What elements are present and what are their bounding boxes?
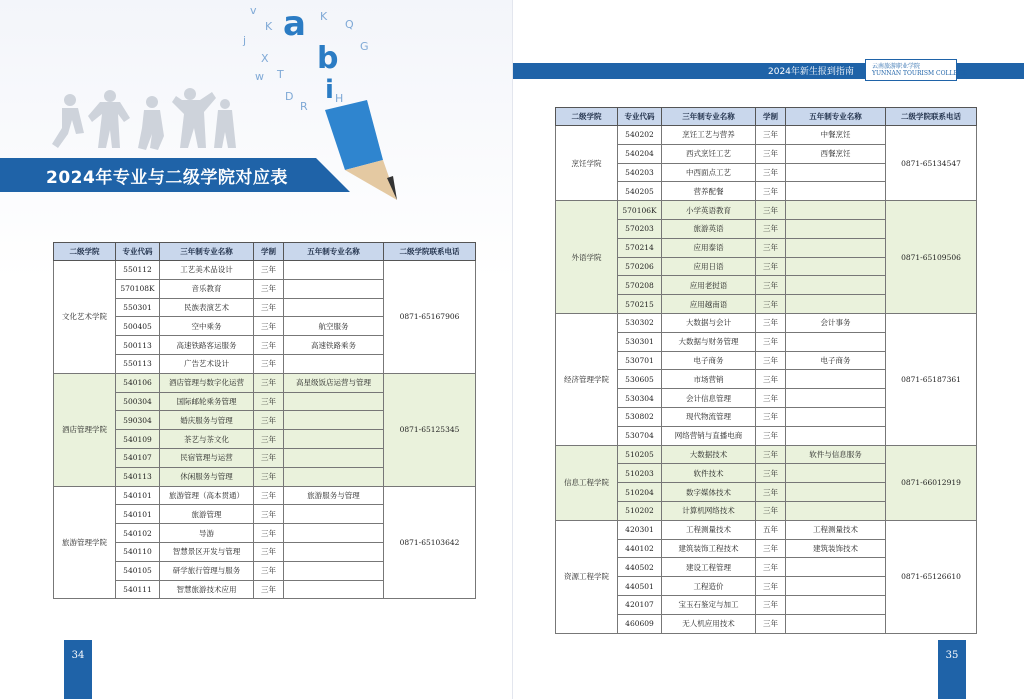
page-title: 2024年专业与二级学院对应表 (46, 168, 288, 188)
duration-cell: 三年 (756, 126, 786, 145)
major-name-cell: 旅游管理（高本贯通） (160, 486, 254, 505)
phone-cell: 0871-65134547 (886, 126, 977, 201)
college-group (556, 445, 977, 520)
major-name-cell: 茶艺与茶文化 (160, 430, 254, 449)
duration-cell: 三年 (756, 332, 786, 351)
duration-cell: 三年 (254, 336, 284, 355)
code-cell: 590304 (116, 411, 160, 430)
page-number: 35 (938, 640, 966, 699)
college-group (556, 126, 977, 201)
duration-cell: 三年 (254, 411, 284, 430)
major-name-cell: 大数据技术 (662, 445, 756, 464)
five-year-major-cell (284, 411, 384, 430)
five-year-major-cell: 电子商务 (786, 351, 886, 370)
table-row (54, 486, 476, 505)
five-year-major-cell (284, 542, 384, 561)
five-year-major-cell (786, 501, 886, 520)
five-year-major-cell (786, 276, 886, 295)
college-group (54, 261, 476, 374)
column-header: 专业代码 (116, 243, 160, 261)
five-year-major-cell (786, 426, 886, 445)
five-year-major-cell (284, 580, 384, 599)
major-name-cell: 空中乘务 (160, 317, 254, 336)
five-year-major-cell (786, 201, 886, 220)
phone-cell: 0871-65187361 (886, 313, 977, 445)
duration-cell: 三年 (254, 486, 284, 505)
duration-cell: 三年 (756, 351, 786, 370)
decor-letter: X (261, 52, 269, 65)
duration-cell: 三年 (756, 426, 786, 445)
five-year-major-cell (786, 332, 886, 351)
five-year-major-cell (284, 298, 384, 317)
code-cell: 440502 (618, 558, 662, 577)
major-name-cell: 现代物流管理 (662, 407, 756, 426)
code-cell: 500113 (116, 336, 160, 355)
code-cell: 540111 (116, 580, 160, 599)
major-name-cell: 应用泰语 (662, 238, 756, 257)
column-header: 学制 (756, 108, 786, 126)
five-year-major-cell: 中餐烹饪 (786, 126, 886, 145)
code-cell: 530701 (618, 351, 662, 370)
code-cell: 570206 (618, 257, 662, 276)
college-logo (865, 59, 968, 81)
column-header: 三年制专业名称 (662, 108, 756, 126)
phone-cell: 0871-66012919 (886, 445, 977, 520)
right-page (512, 0, 1024, 699)
duration-cell: 三年 (756, 163, 786, 182)
five-year-major-cell (786, 483, 886, 502)
major-name-cell: 软件技术 (662, 464, 756, 483)
table-row (556, 445, 977, 464)
duration-cell: 三年 (254, 298, 284, 317)
guide-title: 2024年新生报到指南 (768, 67, 854, 77)
phone-cell: 0871-65167906 (384, 261, 476, 374)
decor-letter: T (277, 68, 284, 81)
decor-letter: i (325, 75, 334, 105)
five-year-major-cell (284, 354, 384, 373)
duration-cell: 三年 (254, 430, 284, 449)
five-year-major-cell: 西餐烹饪 (786, 144, 886, 163)
code-cell: 570215 (618, 295, 662, 314)
duration-cell: 三年 (756, 238, 786, 257)
five-year-major-cell (284, 561, 384, 580)
major-name-cell: 中西面点工艺 (662, 163, 756, 182)
duration-cell: 三年 (254, 561, 284, 580)
column-header: 三年制专业名称 (160, 243, 254, 261)
code-cell: 530704 (618, 426, 662, 445)
major-name-cell: 酒店管理与数字化运营 (160, 373, 254, 392)
decor-letter: H (335, 92, 344, 105)
duration-cell: 三年 (254, 467, 284, 486)
phone-cell: 0871-65109506 (886, 201, 977, 314)
duration-cell: 三年 (756, 144, 786, 163)
five-year-major-cell (786, 407, 886, 426)
duration-cell: 三年 (756, 201, 786, 220)
code-cell: 570208 (618, 276, 662, 295)
decor-letter: K (265, 20, 273, 33)
decor-letter: b (317, 41, 339, 76)
five-year-major-cell (786, 370, 886, 389)
code-cell: 540113 (116, 467, 160, 486)
major-name-cell: 宝玉石鉴定与加工 (662, 595, 756, 614)
major-name-cell: 休闲服务与管理 (160, 467, 254, 486)
five-year-major-cell (786, 238, 886, 257)
major-name-cell: 应用越南语 (662, 295, 756, 314)
code-cell: 530304 (618, 389, 662, 408)
duration-cell: 三年 (756, 595, 786, 614)
five-year-major-cell (786, 257, 886, 276)
duration-cell: 三年 (756, 445, 786, 464)
duration-cell: 三年 (756, 182, 786, 201)
table-row (556, 520, 977, 539)
major-name-cell: 烹饪工艺与营养 (662, 126, 756, 145)
table-row (556, 313, 977, 332)
five-year-major-cell (786, 558, 886, 577)
five-year-major-cell: 会计事务 (786, 313, 886, 332)
five-year-major-cell (284, 467, 384, 486)
five-year-major-cell: 工程测量技术 (786, 520, 886, 539)
code-cell: 540110 (116, 542, 160, 561)
five-year-major-cell (284, 524, 384, 543)
code-cell: 420301 (618, 520, 662, 539)
code-cell: 420107 (618, 595, 662, 614)
five-year-major-cell (786, 614, 886, 633)
major-name-cell: 广告艺术设计 (160, 354, 254, 373)
code-cell: 500405 (116, 317, 160, 336)
major-name-cell: 民宿管理与运营 (160, 448, 254, 467)
duration-cell: 三年 (254, 448, 284, 467)
code-cell: 510202 (618, 501, 662, 520)
college-group (556, 520, 977, 633)
major-name-cell: 音乐教育 (160, 279, 254, 298)
code-cell: 570203 (618, 219, 662, 238)
major-name-cell: 旅游管理 (160, 505, 254, 524)
major-name-cell: 工艺美术品设计 (160, 261, 254, 280)
column-header: 二级学院联系电话 (886, 108, 977, 126)
duration-cell: 三年 (254, 261, 284, 280)
five-year-major-cell (786, 219, 886, 238)
college-name-cell: 信息工程学院 (556, 445, 618, 520)
code-cell: 440102 (618, 539, 662, 558)
duration-cell: 三年 (756, 313, 786, 332)
major-name-cell: 大数据与财务管理 (662, 332, 756, 351)
code-cell: 540101 (116, 505, 160, 524)
major-college-table-left (53, 242, 476, 599)
duration-cell: 三年 (756, 370, 786, 389)
duration-cell: 三年 (254, 505, 284, 524)
major-name-cell: 无人机应用技术 (662, 614, 756, 633)
code-cell: 540109 (116, 430, 160, 449)
decor-letter: K (320, 10, 328, 23)
logo-name-en: YUNNAN TOURISM COLLEGE (872, 70, 968, 77)
major-college-table-right (555, 107, 977, 634)
column-header: 五年制专业名称 (786, 108, 886, 126)
major-name-cell: 高速铁路客运服务 (160, 336, 254, 355)
five-year-major-cell: 航空服务 (284, 317, 384, 336)
code-cell: 570108K (116, 279, 160, 298)
duration-cell: 三年 (756, 501, 786, 520)
duration-cell: 三年 (756, 614, 786, 633)
column-header: 二级学院 (556, 108, 618, 126)
major-name-cell: 智慧景区开发与管理 (160, 542, 254, 561)
major-name-cell: 国际邮轮乘务管理 (160, 392, 254, 411)
college-name-cell: 外语学院 (556, 201, 618, 314)
decor-letter: w (255, 70, 264, 83)
five-year-major-cell: 软件与信息服务 (786, 445, 886, 464)
duration-cell: 三年 (756, 257, 786, 276)
decor-letter: D (285, 90, 294, 103)
five-year-major-cell: 高速铁路乘务 (284, 336, 384, 355)
college-group (556, 313, 977, 445)
duration-cell: 三年 (756, 464, 786, 483)
five-year-major-cell (786, 577, 886, 596)
column-header: 五年制专业名称 (284, 243, 384, 261)
major-name-cell: 建设工程管理 (662, 558, 756, 577)
code-cell: 540105 (116, 561, 160, 580)
five-year-major-cell (284, 448, 384, 467)
duration-cell: 三年 (254, 317, 284, 336)
major-name-cell: 营养配餐 (662, 182, 756, 201)
major-name-cell: 电子商务 (662, 351, 756, 370)
major-name-cell: 计算机网络技术 (662, 501, 756, 520)
code-cell: 540204 (618, 144, 662, 163)
duration-cell: 三年 (254, 392, 284, 411)
major-name-cell: 建筑装饰工程技术 (662, 539, 756, 558)
table-row (54, 373, 476, 392)
duration-cell: 三年 (756, 558, 786, 577)
decor-letter: a (283, 4, 306, 44)
college-name-cell: 烹饪学院 (556, 126, 618, 201)
major-name-cell: 导游 (160, 524, 254, 543)
duration-cell: 三年 (756, 407, 786, 426)
duration-cell: 三年 (756, 389, 786, 408)
duration-cell: 三年 (254, 279, 284, 298)
college-group (556, 201, 977, 314)
column-header: 学制 (254, 243, 284, 261)
five-year-major-cell (786, 595, 886, 614)
code-cell: 550301 (116, 298, 160, 317)
decor-letter: v (250, 4, 257, 17)
table-header-row (556, 108, 977, 126)
page-number: 34 (64, 640, 92, 699)
code-cell: 460609 (618, 614, 662, 633)
phone-cell: 0871-65103642 (384, 486, 476, 599)
five-year-major-cell (284, 430, 384, 449)
major-name-cell: 工程造价 (662, 577, 756, 596)
five-year-major-cell (284, 261, 384, 280)
five-year-major-cell (786, 464, 886, 483)
students-silhouette-icon (40, 88, 240, 158)
column-header: 二级学院 (54, 243, 116, 261)
major-name-cell: 会计信息管理 (662, 389, 756, 408)
duration-cell: 五年 (756, 520, 786, 539)
major-name-cell: 小学英语教育 (662, 201, 756, 220)
duration-cell: 三年 (254, 542, 284, 561)
duration-cell: 三年 (756, 539, 786, 558)
code-cell: 550112 (116, 261, 160, 280)
column-header: 二级学院联系电话 (384, 243, 476, 261)
major-name-cell: 西式烹饪工艺 (662, 144, 756, 163)
college-group (54, 373, 476, 486)
college-name-cell: 资源工程学院 (556, 520, 618, 633)
code-cell: 540205 (618, 182, 662, 201)
code-cell: 540101 (116, 486, 160, 505)
five-year-major-cell (284, 505, 384, 524)
major-name-cell: 应用老挝语 (662, 276, 756, 295)
table-row (556, 201, 977, 220)
major-name-cell: 数字媒体技术 (662, 483, 756, 502)
five-year-major-cell (786, 389, 886, 408)
major-name-cell: 研学旅行管理与服务 (160, 561, 254, 580)
decor-letter: G (360, 40, 369, 53)
code-cell: 530802 (618, 407, 662, 426)
code-cell: 540106 (116, 373, 160, 392)
college-name-cell: 酒店管理学院 (54, 373, 116, 486)
decor-letter: Q (345, 18, 354, 31)
five-year-major-cell: 高星级饭店运营与管理 (284, 373, 384, 392)
major-name-cell: 网络营销与直播电商 (662, 426, 756, 445)
major-name-cell: 应用日语 (662, 257, 756, 276)
major-name-cell: 工程测量技术 (662, 520, 756, 539)
five-year-major-cell (786, 295, 886, 314)
code-cell: 510205 (618, 445, 662, 464)
major-name-cell: 民族表演艺术 (160, 298, 254, 317)
duration-cell: 三年 (756, 276, 786, 295)
college-name-cell: 文化艺术学院 (54, 261, 116, 374)
phone-cell: 0871-65126610 (886, 520, 977, 633)
code-cell: 540107 (116, 448, 160, 467)
five-year-major-cell (786, 182, 886, 201)
five-year-major-cell (284, 392, 384, 411)
major-name-cell: 婚庆服务与管理 (160, 411, 254, 430)
duration-cell: 三年 (254, 354, 284, 373)
column-header: 专业代码 (618, 108, 662, 126)
code-cell: 440501 (618, 577, 662, 596)
major-name-cell: 旅游英语 (662, 219, 756, 238)
code-cell: 510204 (618, 483, 662, 502)
code-cell: 550113 (116, 354, 160, 373)
table-row (556, 126, 977, 145)
duration-cell: 三年 (756, 219, 786, 238)
duration-cell: 三年 (254, 580, 284, 599)
code-cell: 530302 (618, 313, 662, 332)
duration-cell: 三年 (756, 577, 786, 596)
college-name-cell: 旅游管理学院 (54, 486, 116, 599)
major-name-cell: 市场营销 (662, 370, 756, 389)
college-name-cell: 经济管理学院 (556, 313, 618, 445)
duration-cell: 三年 (756, 295, 786, 314)
table-header-row (54, 243, 476, 261)
duration-cell: 三年 (254, 524, 284, 543)
college-group (54, 486, 476, 599)
duration-cell: 三年 (756, 483, 786, 502)
code-cell: 570106K (618, 201, 662, 220)
decor-letter: R (300, 100, 308, 113)
code-cell: 570214 (618, 238, 662, 257)
table-row (54, 261, 476, 280)
code-cell: 500304 (116, 392, 160, 411)
code-cell: 540202 (618, 126, 662, 145)
phone-cell: 0871-65125345 (384, 373, 476, 486)
code-cell: 510203 (618, 464, 662, 483)
code-cell: 540203 (618, 163, 662, 182)
five-year-major-cell (786, 163, 886, 182)
five-year-major-cell: 旅游服务与管理 (284, 486, 384, 505)
major-name-cell: 智慧旅游技术应用 (160, 580, 254, 599)
code-cell: 530301 (618, 332, 662, 351)
five-year-major-cell (284, 279, 384, 298)
logo-name-cn: 云南旅游职业学院 (872, 63, 921, 70)
duration-cell: 三年 (254, 373, 284, 392)
decor-letter: j (243, 34, 247, 47)
code-cell: 540102 (116, 524, 160, 543)
code-cell: 530605 (618, 370, 662, 389)
five-year-major-cell: 建筑装饰技术 (786, 539, 886, 558)
major-name-cell: 大数据与会计 (662, 313, 756, 332)
